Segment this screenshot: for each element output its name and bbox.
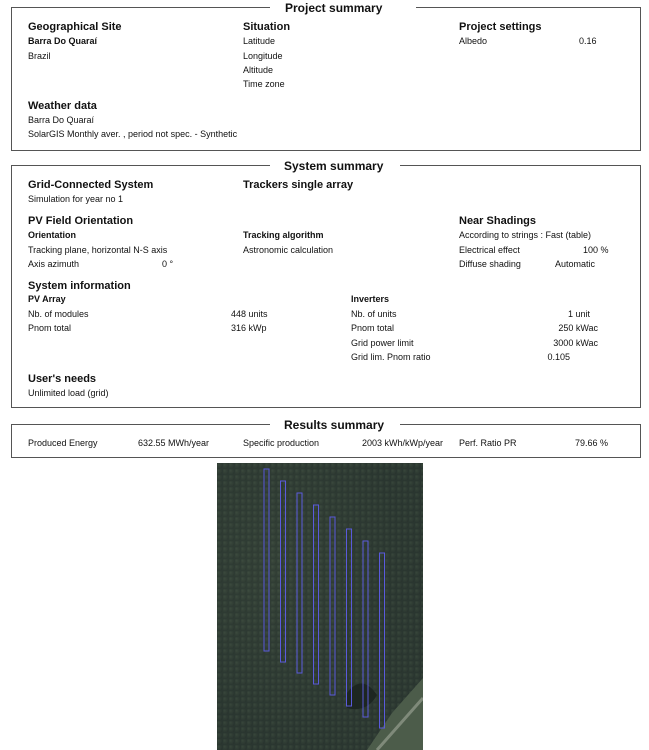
- axis-azimuth-value: 0 °: [162, 259, 174, 269]
- aerial-site-image: [217, 463, 423, 750]
- geographical-site-heading: Geographical Site: [28, 21, 122, 33]
- perf-ratio-label: Perf. Ratio PR: [459, 438, 517, 448]
- near-shadings-strings: According to strings : Fast (table): [459, 230, 592, 240]
- tracking-algorithm-heading: Tracking algorithm: [243, 230, 324, 240]
- box-rule: [12, 165, 270, 166]
- grid-limit-value: 3000 kWac: [553, 338, 598, 348]
- inverter-units-value: 1 unit: [567, 309, 590, 319]
- latitude-label: Latitude: [243, 36, 276, 46]
- axis-azimuth-label: Axis azimuth: [28, 259, 80, 269]
- electrical-effect-value: 100 %: [583, 245, 609, 255]
- tracking-algorithm-value: Astronomic calculation: [243, 245, 334, 255]
- specific-production-value: 2003 kWh/kWp/year: [362, 438, 444, 448]
- inverter-units-label: Nb. of units: [351, 309, 397, 319]
- albedo-label: Albedo: [459, 36, 488, 46]
- time-zone-label: Time zone: [243, 79, 285, 89]
- situation-heading: Situation: [243, 21, 291, 33]
- grid-ratio-label: Grid lim. Pnom ratio: [351, 352, 431, 362]
- near-shadings-heading: Near Shadings: [459, 215, 537, 227]
- grid-ratio-value: 0.105: [547, 352, 570, 362]
- box-rule: [400, 165, 640, 166]
- weather-source: SolarGIS Monthly aver. , period not spec. - Synthetic: [28, 129, 238, 139]
- pv-field-heading: PV Field Orientation: [28, 215, 134, 227]
- weather-data-heading: Weather data: [28, 100, 97, 112]
- box-rule: [12, 424, 270, 425]
- pv-array-heading: PV Array: [28, 294, 66, 304]
- system-summary-title: System summary: [284, 159, 384, 173]
- inverter-pnom-label: Pnom total: [351, 323, 395, 333]
- project-settings-heading: Project settings: [459, 21, 542, 33]
- inverter-pnom-value: 250 kWac: [558, 323, 598, 333]
- longitude-label: Longitude: [243, 51, 283, 61]
- produced-energy-value: 632.55 MWh/year: [138, 438, 210, 448]
- weather-site-name: Barra Do Quaraí: [28, 115, 95, 125]
- system-info-heading: System information: [28, 280, 131, 292]
- box-rule: [400, 424, 640, 425]
- modules-label: Nb. of modules: [28, 309, 89, 319]
- albedo-value: 0.16: [579, 36, 597, 46]
- altitude-label: Altitude: [243, 65, 274, 75]
- box-rule: [12, 7, 270, 8]
- modules-value: 448 units: [231, 309, 268, 319]
- site-name: Barra Do Quaraí: [28, 36, 98, 46]
- diffuse-shading-value: Automatic: [555, 259, 596, 269]
- users-needs-value: Unlimited load (grid): [28, 388, 109, 398]
- grid-limit-label: Grid power limit: [351, 338, 414, 348]
- project-summary-title: Project summary: [285, 1, 383, 15]
- users-needs-heading: User's needs: [28, 373, 97, 385]
- grid-system-sub: Simulation for year no 1: [28, 194, 124, 204]
- trackers-heading: Trackers single array: [243, 179, 354, 191]
- inverters-heading: Inverters: [351, 294, 390, 304]
- box-rule: [416, 7, 640, 8]
- electrical-effect-label: Electrical effect: [459, 245, 520, 255]
- perf-ratio-value: 79.66 %: [575, 438, 609, 448]
- aerial-site-svg: [217, 463, 423, 750]
- site-country: Brazil: [28, 51, 51, 61]
- orientation-heading: Orientation: [28, 230, 77, 240]
- pv-pnom-value: 316 kWp: [231, 323, 267, 333]
- results-summary-title: Results summary: [284, 418, 385, 432]
- diffuse-shading-label: Diffuse shading: [459, 259, 521, 269]
- grid-system-heading: Grid-Connected System: [28, 179, 154, 191]
- terrain-texture: [217, 463, 423, 750]
- specific-production-label: Specific production: [243, 438, 320, 448]
- produced-energy-label: Produced Energy: [28, 438, 98, 448]
- orientation-value: Tracking plane, horizontal N-S axis: [28, 245, 168, 255]
- pv-pnom-label: Pnom total: [28, 323, 72, 333]
